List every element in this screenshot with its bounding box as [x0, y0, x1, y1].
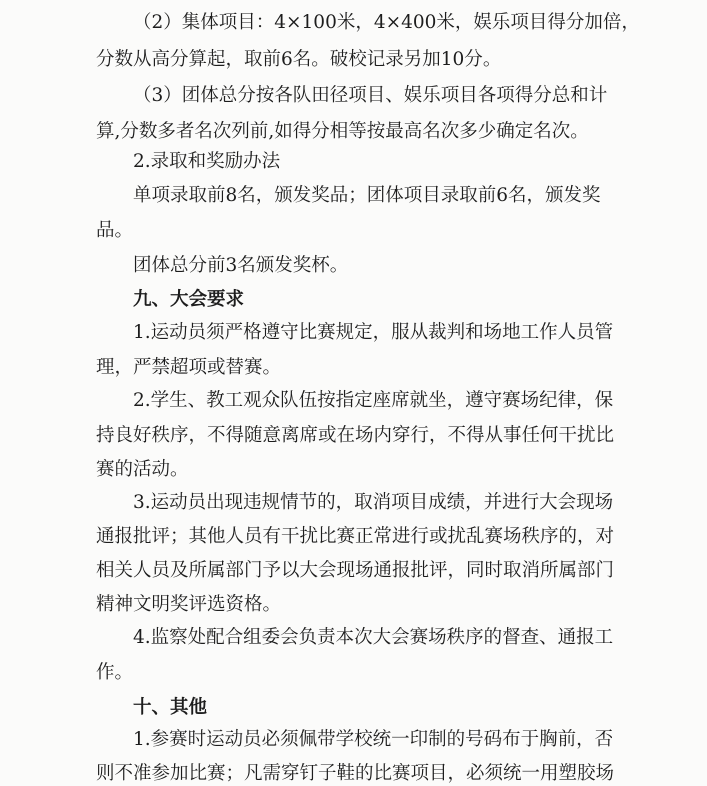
- text-line: 作。: [96, 662, 134, 683]
- text-line: （2）集体项目：4×100米，4×400米，娱乐项目得分加倍，: [133, 12, 640, 33]
- text-line: 赛的活动。: [96, 459, 189, 480]
- text-line: 理，严禁超项或替赛。: [96, 357, 282, 378]
- text-line: 3.运动员出现违规情节的，取消项目成绩，并进行大会现场: [133, 492, 614, 513]
- text-line: 算,分数多者名次列前,如得分相等按最高名次多少确定名次。: [96, 121, 589, 142]
- text-line: 则不准参加比赛；凡需穿钉子鞋的比赛项目，必须统一用塑胶场: [96, 763, 615, 784]
- text-line: 1.参赛时运动员必须佩带学校统一印制的号码布于胸前，否: [133, 729, 614, 750]
- text-line: 相关人员及所属部门予以大会现场通报批评，同时取消所属部门: [96, 560, 615, 581]
- text-line: 持良好秩序，不得随意离席或在场内穿行，不得从事任何干扰比: [96, 425, 615, 446]
- text-line: 品。: [96, 220, 134, 241]
- text-line: 1.运动员须严格遵守比赛规定，服从裁判和场地工作人员管: [133, 322, 614, 343]
- text-line: 4.监察处配合组委会负责本次大会赛场秩序的督查、通报工: [133, 627, 614, 648]
- section-heading: 十、其他: [133, 697, 208, 718]
- text-line: 2.录取和奖励办法: [133, 151, 281, 172]
- section-heading: 九、大会要求: [133, 289, 245, 310]
- text-line: 2.学生、教工观众队伍按指定座席就坐，遵守赛场纪律，保: [133, 390, 614, 411]
- text-line: 精神文明奖评选资格。: [96, 594, 282, 615]
- text-line: 通报批评；其他人员有干扰比赛正常进行或扰乱赛场秩序的，对: [96, 526, 615, 547]
- text-line: 单项录取前8名，颁发奖品；团体项目录取前6名，颁发奖: [133, 185, 601, 206]
- text-line: （3）团体总分按各队田径项目、娱乐项目各项得分总和计: [133, 85, 608, 106]
- text-line: 团体总分前3名颁发奖杯。: [133, 255, 349, 276]
- text-line: 分数从高分算起，取前6名。破校记录另加10分。: [96, 49, 502, 70]
